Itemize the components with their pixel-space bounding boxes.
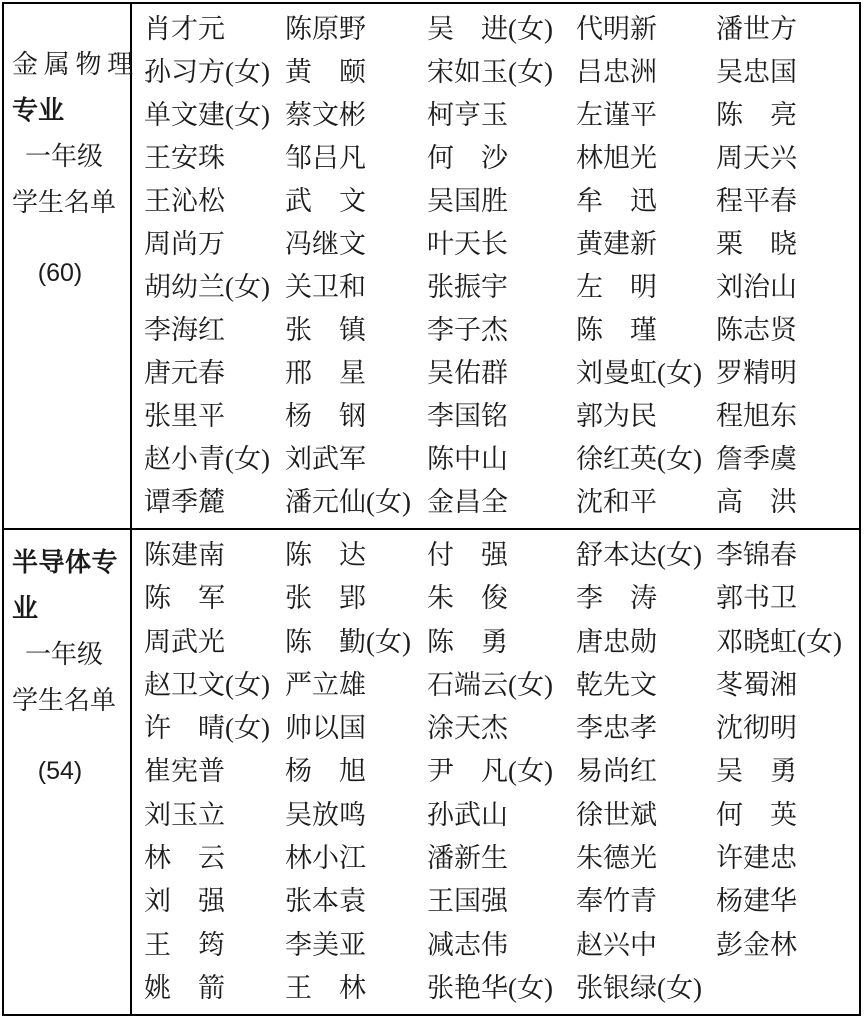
student-name: 彭金林 — [716, 929, 797, 960]
student-name: 冯继文 — [285, 229, 366, 259]
student-name: 林旭光 — [576, 143, 657, 173]
student-name: 沈彻明 — [716, 713, 797, 744]
student-count: (54) — [37, 757, 83, 785]
student-name: 关卫和 — [285, 272, 366, 302]
student-name: 李美亚 — [285, 929, 366, 960]
student-name: 陈 勇 — [427, 626, 508, 657]
student-name: 孙习方(女) — [144, 57, 270, 87]
student-name: 蔡文彬 — [285, 100, 366, 130]
student-name: 吴忠国 — [716, 57, 797, 87]
student-name: 唐忠勋 — [576, 626, 657, 657]
student-name: 邓晓虹(女) — [716, 626, 842, 657]
student-name: 朱 俊 — [427, 583, 508, 614]
student-name: 李忠孝 — [576, 713, 657, 744]
student-name: 付 强 — [427, 540, 508, 571]
section-label-metal-physics — [4, 4, 139, 528]
student-name: 何 英 — [716, 799, 797, 830]
student-name: 潘新生 — [427, 843, 508, 874]
student-name: 张艳华(女) — [427, 972, 553, 1003]
student-name: 赵小青(女) — [144, 444, 270, 474]
student-name: 刘玉立 — [144, 799, 225, 830]
student-name: 刘武军 — [285, 444, 366, 474]
student-name: 杨 旭 — [285, 756, 366, 787]
student-name: 左谨平 — [576, 100, 657, 130]
student-name: 潘元仙(女) — [285, 487, 411, 517]
student-name: 舒本达(女) — [576, 540, 702, 571]
student-name: 黄建新 — [576, 229, 657, 259]
student-name: 乾先文 — [576, 669, 657, 700]
student-name: 张 郢 — [285, 583, 366, 614]
student-name: 张 镇 — [285, 315, 366, 345]
student-name: 陈 勤(女) — [285, 626, 411, 657]
student-name: 李子杰 — [427, 315, 508, 345]
student-name: 苳蜀湘 — [716, 669, 797, 700]
student-name: 罗精明 — [716, 358, 797, 388]
student-name: 吕忠洲 — [576, 57, 657, 87]
section-metal-physics — [4, 4, 859, 530]
major-name-line2: 业 — [12, 594, 39, 623]
student-name: 严立雄 — [285, 669, 366, 700]
student-name: 易尚红 — [576, 756, 657, 787]
student-name: 陈 亮 — [716, 100, 797, 130]
student-name: 张银绿(女) — [576, 972, 702, 1003]
student-name: 谭季麓 — [144, 487, 225, 517]
student-name: 徐世斌 — [576, 799, 657, 830]
student-name: 赵兴中 — [576, 929, 657, 960]
roster-table — [2, 2, 861, 1016]
student-name: 林 云 — [144, 843, 225, 874]
student-name: 宋如玉(女) — [427, 57, 553, 87]
student-name: 武 文 — [285, 186, 366, 216]
student-name: 左 明 — [576, 272, 657, 302]
student-name: 潘世方 — [716, 14, 797, 44]
major-name-line1: 金属物理 — [12, 50, 139, 79]
student-name: 王国强 — [427, 886, 508, 917]
student-name: 程旭东 — [716, 401, 797, 431]
names-grid-metal-physics — [132, 4, 859, 528]
student-name: 吴放鸣 — [285, 799, 366, 830]
names-grid-semiconductor — [132, 530, 859, 1014]
student-name: 吴 勇 — [716, 756, 797, 787]
student-name: 孙武山 — [427, 799, 508, 830]
student-name: 郭为民 — [576, 401, 657, 431]
student-name: 李锦春 — [716, 540, 797, 571]
student-count: (60) — [37, 259, 83, 287]
student-name: 刘曼虹(女) — [576, 358, 702, 388]
student-name: 吴佑群 — [427, 358, 508, 388]
list-title: 学生名单 — [12, 188, 117, 217]
student-name: 程平春 — [716, 186, 797, 216]
major-name-line2: 专业 — [12, 96, 65, 125]
student-name: 朱德光 — [576, 843, 657, 874]
student-name: 邹吕凡 — [285, 143, 366, 173]
student-name: 许建忠 — [716, 843, 797, 874]
student-name: 高 洪 — [716, 487, 797, 517]
student-name: 叶天长 — [427, 229, 508, 259]
student-name: 赵卫文(女) — [144, 669, 270, 700]
student-name: 金昌全 — [427, 487, 508, 517]
student-name: 张里平 — [144, 401, 225, 431]
student-name: 王 林 — [285, 972, 366, 1003]
student-name: 牟 迅 — [576, 186, 657, 216]
student-name: 减志伟 — [427, 929, 508, 960]
student-name: 刘治山 — [716, 272, 797, 302]
student-name: 陈中山 — [427, 444, 508, 474]
student-name: 吴 进(女) — [427, 14, 553, 44]
student-name: 柯亨玉 — [427, 100, 508, 130]
student-name: 崔宪普 — [144, 756, 225, 787]
student-name: 王沁松 — [144, 186, 225, 216]
student-name: 杨建华 — [716, 886, 797, 917]
student-name: 周武光 — [144, 626, 225, 657]
student-name: 许 晴(女) — [144, 713, 270, 744]
student-name: 尹 凡(女) — [427, 756, 553, 787]
student-name: 黄 颐 — [285, 57, 366, 87]
student-name: 单文建(女) — [144, 100, 270, 130]
list-title: 学生名单 — [12, 686, 117, 715]
student-name: 杨 钢 — [285, 401, 366, 431]
student-name: 姚 箭 — [144, 972, 225, 1003]
student-name: 王 筠 — [144, 929, 225, 960]
major-name-line1: 半导体专 — [12, 548, 119, 577]
student-name: 李 涛 — [576, 583, 657, 614]
student-name: 何 沙 — [427, 143, 508, 173]
student-name: 陈 达 — [285, 540, 366, 571]
student-name: 唐元春 — [144, 358, 225, 388]
student-name: 石端云(女) — [427, 669, 553, 700]
grade-label: 一年级 — [25, 640, 104, 669]
student-name: 郭书卫 — [716, 583, 797, 614]
student-name: 陈 瑾 — [576, 315, 657, 345]
student-name: 帅以国 — [285, 713, 366, 744]
student-name: 奉竹青 — [576, 886, 657, 917]
student-name: 周天兴 — [716, 143, 797, 173]
student-name: 沈和平 — [576, 487, 657, 517]
grade-label: 一年级 — [25, 142, 104, 171]
student-name: 肖才元 — [144, 14, 225, 44]
student-name: 邢 星 — [285, 358, 366, 388]
student-name: 刘 强 — [144, 886, 225, 917]
student-name: 陈原野 — [285, 14, 366, 44]
student-name: 林小江 — [285, 843, 366, 874]
student-name: 栗 晓 — [716, 229, 797, 259]
student-name: 代明新 — [576, 14, 657, 44]
student-name: 陈志贤 — [716, 315, 797, 345]
student-name: 吴国胜 — [427, 186, 508, 216]
student-name: 陈 军 — [144, 583, 225, 614]
student-name: 李海红 — [144, 315, 225, 345]
section-semiconductor — [4, 530, 859, 1014]
student-name: 涂天杰 — [427, 713, 508, 744]
student-name: 陈建南 — [144, 540, 225, 571]
student-name: 徐红英(女) — [576, 444, 702, 474]
student-name: 张振宇 — [427, 272, 508, 302]
student-name: 周尚万 — [144, 229, 225, 259]
student-name: 詹季虞 — [716, 444, 797, 474]
student-name: 王安珠 — [144, 143, 225, 173]
student-name: 张本袁 — [285, 886, 366, 917]
student-name: 胡幼兰(女) — [144, 272, 270, 302]
student-name: 李国铭 — [427, 401, 508, 431]
section-label-semiconductor — [4, 530, 132, 1014]
